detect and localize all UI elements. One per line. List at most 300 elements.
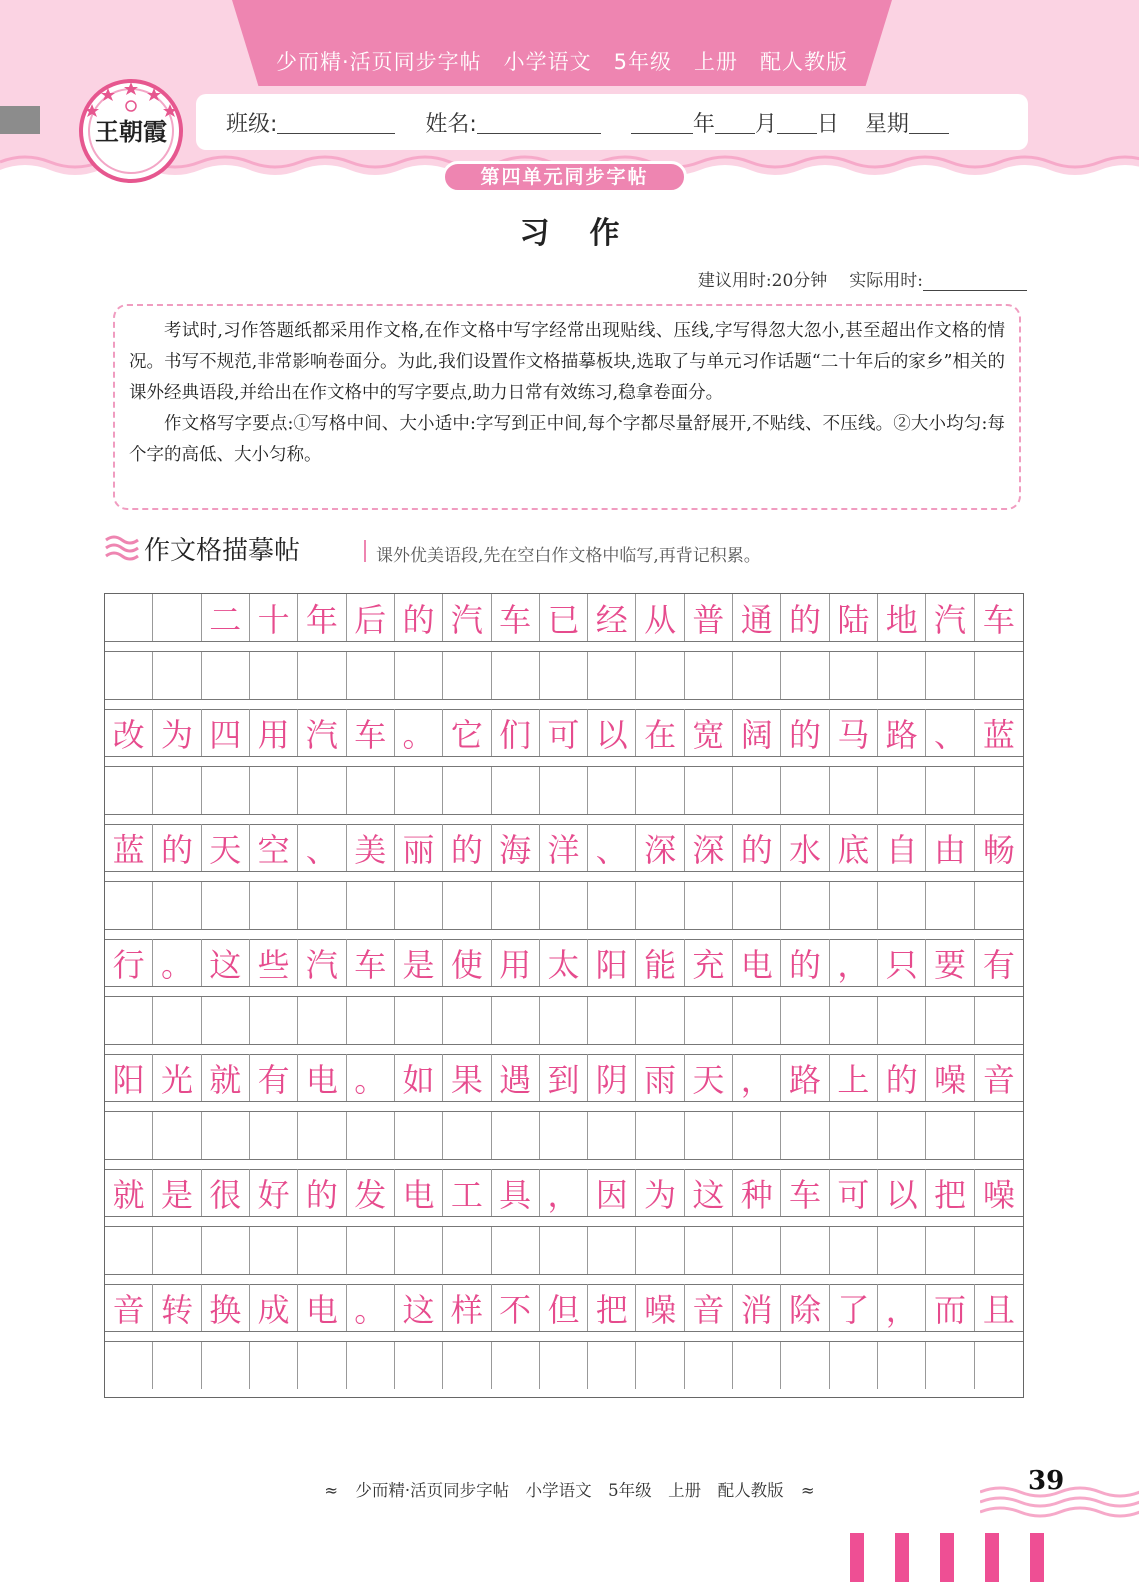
practice-cell[interactable] bbox=[202, 882, 250, 929]
trace-cell[interactable]: 、 bbox=[588, 824, 636, 871]
trace-cell[interactable]: 深 bbox=[685, 824, 733, 871]
practice-cell[interactable] bbox=[830, 1112, 878, 1159]
trace-cell[interactable]: 汽 bbox=[298, 709, 346, 756]
trace-cell[interactable]: 、 bbox=[926, 709, 974, 756]
practice-cell[interactable] bbox=[781, 1227, 829, 1274]
practice-cell[interactable] bbox=[588, 1342, 636, 1389]
trace-cell[interactable]: 的 bbox=[781, 594, 829, 641]
grid-line bbox=[105, 1101, 1023, 1102]
trace-cell[interactable]: 路 bbox=[781, 1054, 829, 1101]
trace-cell[interactable]: 。 bbox=[347, 1054, 395, 1101]
trace-cell[interactable]: 蓝 bbox=[105, 824, 153, 871]
trace-cell[interactable]: 在 bbox=[636, 709, 684, 756]
practice-cell[interactable] bbox=[588, 997, 636, 1044]
practice-cell[interactable] bbox=[878, 1112, 926, 1159]
practice-cell[interactable] bbox=[443, 997, 491, 1044]
practice-cell[interactable] bbox=[153, 652, 201, 699]
practice-cell[interactable] bbox=[926, 767, 974, 814]
trace-cell[interactable]: 样 bbox=[443, 1284, 491, 1331]
practice-cell[interactable] bbox=[540, 1342, 588, 1389]
trace-cell[interactable]: 美 bbox=[347, 824, 395, 871]
grid-practice-row bbox=[105, 652, 1023, 699]
trace-cell[interactable]: 为 bbox=[153, 709, 201, 756]
practice-cell[interactable] bbox=[733, 1227, 781, 1274]
trace-cell[interactable]: 从 bbox=[636, 594, 684, 641]
practice-cell[interactable] bbox=[685, 1112, 733, 1159]
practice-cell[interactable] bbox=[492, 1112, 540, 1159]
practice-cell[interactable] bbox=[830, 882, 878, 929]
page-title: 习作 bbox=[519, 216, 660, 251]
practice-cell[interactable] bbox=[975, 1342, 1023, 1389]
trace-cell[interactable]: 为 bbox=[636, 1169, 684, 1216]
trace-cell[interactable]: 车 bbox=[492, 594, 540, 641]
series-title: 少而精·活页同步字帖 小学语文 5年级 上册 配人教版 bbox=[275, 50, 849, 74]
unit-label-badge: 第四单元同步字帖 bbox=[442, 161, 687, 193]
practice-cell[interactable] bbox=[540, 1227, 588, 1274]
practice-cell[interactable] bbox=[395, 1227, 443, 1274]
footer-series-text: ≈ 少而精·活页同步字帖 小学语文 5年级 上册 配人教版 ≈ bbox=[324, 1481, 815, 1500]
practice-cell[interactable] bbox=[733, 1342, 781, 1389]
trace-cell[interactable]: 工 bbox=[443, 1169, 491, 1216]
grid-line bbox=[105, 1044, 1023, 1045]
trace-cell[interactable]: 行 bbox=[105, 939, 153, 986]
trace-cell[interactable]: 宽 bbox=[685, 709, 733, 756]
practice-cell[interactable] bbox=[830, 652, 878, 699]
practice-cell[interactable] bbox=[153, 1227, 201, 1274]
trace-cell[interactable]: 汽 bbox=[298, 939, 346, 986]
practice-cell[interactable] bbox=[733, 1112, 781, 1159]
practice-cell[interactable] bbox=[636, 882, 684, 929]
practice-cell[interactable] bbox=[443, 652, 491, 699]
practice-cell[interactable] bbox=[636, 1342, 684, 1389]
practice-cell[interactable] bbox=[298, 882, 346, 929]
trace-cell[interactable]: 是 bbox=[395, 939, 443, 986]
practice-cell[interactable] bbox=[975, 997, 1023, 1044]
practice-cell[interactable] bbox=[250, 1112, 298, 1159]
practice-cell[interactable] bbox=[105, 1342, 153, 1389]
trace-cell[interactable]: 噪 bbox=[982, 1175, 1015, 1214]
month-label: 月 bbox=[754, 111, 777, 137]
practice-cell[interactable] bbox=[298, 1227, 346, 1274]
practice-cell[interactable] bbox=[975, 882, 1023, 929]
trace-cell[interactable]: 车 bbox=[781, 1169, 829, 1216]
actual-time-field[interactable] bbox=[923, 269, 1027, 291]
trace-cell[interactable]: 了 bbox=[830, 1284, 878, 1331]
trace-cell[interactable]: 的 bbox=[153, 824, 201, 871]
trace-cell[interactable]: 后 bbox=[347, 594, 395, 641]
intro-paragraph-2: 作文格写字要点:①写格中间、大小适中:字写到正中间,每个字都尽量舒展开,不贴线、不压线。②大小均匀:每个字的高低、大小匀称。 bbox=[129, 414, 1005, 465]
practice-cell[interactable] bbox=[492, 1227, 540, 1274]
trace-cell[interactable]: 具 bbox=[492, 1169, 540, 1216]
class-field[interactable] bbox=[277, 110, 395, 134]
name-field[interactable] bbox=[477, 110, 601, 134]
trace-cell[interactable]: 音 bbox=[982, 1060, 1015, 1099]
practice-cell[interactable] bbox=[395, 1112, 443, 1159]
trace-cell[interactable]: 用 bbox=[250, 709, 298, 756]
practice-cell[interactable] bbox=[250, 652, 298, 699]
trace-cell[interactable]: 地 bbox=[878, 594, 926, 641]
practice-cell[interactable] bbox=[298, 997, 346, 1044]
trace-cell[interactable]: 转 bbox=[153, 1284, 201, 1331]
practice-cell[interactable] bbox=[395, 1342, 443, 1389]
suggested-time: 建议用时:20分钟 bbox=[697, 271, 828, 291]
practice-cell[interactable] bbox=[926, 652, 974, 699]
practice-cell[interactable] bbox=[492, 767, 540, 814]
trace-cell[interactable]: 由 bbox=[926, 824, 974, 871]
trace-cell[interactable]: 且 bbox=[982, 1290, 1015, 1329]
practice-cell[interactable] bbox=[975, 1227, 1023, 1274]
trace-cell[interactable]: 把 bbox=[588, 1284, 636, 1331]
trace-cell[interactable] bbox=[105, 594, 153, 641]
trace-cell[interactable]: 就 bbox=[105, 1169, 153, 1216]
trace-cell[interactable]: 阳 bbox=[588, 939, 636, 986]
trace-cell[interactable]: 。 bbox=[153, 939, 201, 986]
trace-cell[interactable]: 们 bbox=[492, 709, 540, 756]
trace-cell[interactable] bbox=[153, 594, 201, 641]
trace-cell[interactable]: 改 bbox=[105, 709, 153, 756]
trace-cell[interactable]: 成 bbox=[250, 1284, 298, 1331]
practice-cell[interactable] bbox=[685, 1227, 733, 1274]
name-label: 姓名: bbox=[425, 111, 477, 137]
practice-cell[interactable] bbox=[588, 1112, 636, 1159]
grid-practice-row bbox=[105, 882, 1023, 929]
practice-cell[interactable] bbox=[250, 997, 298, 1044]
practice-cell[interactable] bbox=[540, 882, 588, 929]
practice-cell[interactable] bbox=[298, 1112, 346, 1159]
trace-cell[interactable]: 车 bbox=[982, 600, 1015, 639]
trace-cell[interactable]: 汽 bbox=[443, 594, 491, 641]
trace-cell[interactable]: 阳 bbox=[105, 1054, 153, 1101]
practice-cell[interactable] bbox=[878, 997, 926, 1044]
trace-cell[interactable]: 这 bbox=[395, 1284, 443, 1331]
grid-text-row bbox=[105, 709, 1023, 756]
trace-cell[interactable]: 只 bbox=[878, 939, 926, 986]
trace-cell[interactable]: 电 bbox=[298, 1054, 346, 1101]
practice-cell[interactable] bbox=[250, 882, 298, 929]
trace-cell[interactable]: 到 bbox=[540, 1054, 588, 1101]
practice-cell[interactable] bbox=[202, 652, 250, 699]
practice-cell[interactable] bbox=[153, 882, 201, 929]
grid-line bbox=[105, 1159, 1023, 1160]
trace-cell[interactable]: 这 bbox=[202, 939, 250, 986]
practice-cell[interactable] bbox=[347, 1227, 395, 1274]
trace-cell[interactable]: 底 bbox=[830, 824, 878, 871]
practice-cell[interactable] bbox=[492, 652, 540, 699]
trace-cell[interactable]: 天 bbox=[685, 1054, 733, 1101]
practice-cell[interactable] bbox=[781, 882, 829, 929]
practice-cell[interactable] bbox=[443, 882, 491, 929]
practice-cell[interactable] bbox=[975, 652, 1023, 699]
practice-cell[interactable] bbox=[781, 1342, 829, 1389]
trace-cell[interactable]: 音 bbox=[685, 1284, 733, 1331]
trace-cell[interactable]: 噪 bbox=[636, 1284, 684, 1331]
practice-cell[interactable] bbox=[492, 1342, 540, 1389]
trace-cell[interactable]: 阴 bbox=[588, 1054, 636, 1101]
trace-cell[interactable]: 把 bbox=[926, 1169, 974, 1216]
practice-cell[interactable] bbox=[636, 997, 684, 1044]
trace-cell[interactable]: 而 bbox=[926, 1284, 974, 1331]
trace-cell[interactable]: 但 bbox=[540, 1284, 588, 1331]
trace-cell[interactable]: 这 bbox=[685, 1169, 733, 1216]
practice-cell[interactable] bbox=[443, 767, 491, 814]
trace-cell[interactable]: 可 bbox=[830, 1169, 878, 1216]
practice-cell[interactable] bbox=[540, 652, 588, 699]
grid-line bbox=[105, 1216, 1023, 1217]
practice-cell[interactable] bbox=[588, 652, 636, 699]
practice-cell[interactable] bbox=[395, 767, 443, 814]
trace-cell[interactable]: ， bbox=[830, 939, 878, 986]
practice-cell[interactable] bbox=[298, 767, 346, 814]
trace-cell[interactable]: ， bbox=[878, 1284, 926, 1331]
trace-cell[interactable]: 二 bbox=[202, 594, 250, 641]
practice-cell[interactable] bbox=[926, 997, 974, 1044]
practice-cell[interactable] bbox=[202, 1342, 250, 1389]
practice-cell[interactable] bbox=[878, 1227, 926, 1274]
practice-cell[interactable] bbox=[347, 767, 395, 814]
trace-cell[interactable]: 海 bbox=[492, 824, 540, 871]
practice-cell[interactable] bbox=[733, 767, 781, 814]
trace-cell[interactable]: 电 bbox=[395, 1169, 443, 1216]
practice-cell[interactable] bbox=[636, 767, 684, 814]
trace-cell[interactable]: 的 bbox=[298, 1169, 346, 1216]
trace-cell[interactable]: 就 bbox=[202, 1054, 250, 1101]
grid-text-row bbox=[105, 1054, 1023, 1101]
practice-cell[interactable] bbox=[588, 1227, 636, 1274]
trace-cell[interactable]: 电 bbox=[298, 1284, 346, 1331]
practice-cell[interactable] bbox=[153, 1342, 201, 1389]
practice-cell[interactable] bbox=[443, 1342, 491, 1389]
practice-cell[interactable] bbox=[636, 1227, 684, 1274]
trace-cell[interactable]: 年 bbox=[298, 594, 346, 641]
trace-cell[interactable]: 很 bbox=[202, 1169, 250, 1216]
practice-cell[interactable] bbox=[153, 767, 201, 814]
practice-cell[interactable] bbox=[105, 767, 153, 814]
trace-cell[interactable]: 音 bbox=[105, 1284, 153, 1331]
practice-cell[interactable] bbox=[685, 1342, 733, 1389]
year-field[interactable] bbox=[631, 110, 693, 134]
practice-cell[interactable] bbox=[733, 997, 781, 1044]
trace-cell[interactable]: 十 bbox=[250, 594, 298, 641]
practice-cell[interactable] bbox=[781, 652, 829, 699]
practice-cell[interactable] bbox=[492, 997, 540, 1044]
practice-cell[interactable] bbox=[395, 652, 443, 699]
trace-cell[interactable]: 它 bbox=[443, 709, 491, 756]
class-label: 班级: bbox=[226, 111, 278, 137]
trace-cell[interactable]: 的 bbox=[733, 824, 781, 871]
trace-cell[interactable]: ， bbox=[733, 1054, 781, 1101]
trace-cell[interactable]: 陆 bbox=[830, 594, 878, 641]
trace-cell[interactable]: 换 bbox=[202, 1284, 250, 1331]
trace-cell[interactable]: 、 bbox=[298, 824, 346, 871]
practice-cell[interactable] bbox=[588, 882, 636, 929]
practice-cell[interactable] bbox=[347, 1342, 395, 1389]
practice-cell[interactable] bbox=[153, 997, 201, 1044]
practice-cell[interactable] bbox=[540, 997, 588, 1044]
grid-text-row bbox=[105, 1284, 1023, 1331]
trace-cell[interactable]: 马 bbox=[830, 709, 878, 756]
trace-cell[interactable]: 。 bbox=[395, 709, 443, 756]
trace-cell[interactable]: 光 bbox=[153, 1054, 201, 1101]
practice-cell[interactable] bbox=[830, 997, 878, 1044]
trace-cell[interactable]: 种 bbox=[733, 1169, 781, 1216]
trace-cell[interactable]: 可 bbox=[540, 709, 588, 756]
trace-cell[interactable]: 阔 bbox=[733, 709, 781, 756]
trace-cell[interactable]: 深 bbox=[636, 824, 684, 871]
practice-cell[interactable] bbox=[250, 767, 298, 814]
trace-cell[interactable]: 空 bbox=[250, 824, 298, 871]
practice-cell[interactable] bbox=[926, 1227, 974, 1274]
trace-cell[interactable]: 车 bbox=[347, 939, 395, 986]
practice-cell[interactable] bbox=[926, 882, 974, 929]
month-field[interactable] bbox=[715, 110, 755, 134]
practice-cell[interactable] bbox=[636, 652, 684, 699]
practice-cell[interactable] bbox=[298, 1342, 346, 1389]
composition-grid bbox=[104, 593, 1024, 1398]
trace-cell[interactable]: 充 bbox=[685, 939, 733, 986]
practice-cell[interactable] bbox=[685, 997, 733, 1044]
trace-cell[interactable]: 果 bbox=[443, 1054, 491, 1101]
trace-cell[interactable]: 已 bbox=[540, 594, 588, 641]
trace-cell[interactable]: 蓝 bbox=[982, 715, 1015, 754]
practice-cell[interactable] bbox=[540, 1112, 588, 1159]
practice-cell[interactable] bbox=[685, 882, 733, 929]
practice-cell[interactable] bbox=[685, 767, 733, 814]
practice-cell[interactable] bbox=[636, 1112, 684, 1159]
practice-cell[interactable] bbox=[202, 1227, 250, 1274]
trace-cell[interactable]: 遇 bbox=[492, 1054, 540, 1101]
practice-cell[interactable] bbox=[975, 767, 1023, 814]
trace-cell[interactable]: 使 bbox=[443, 939, 491, 986]
practice-cell[interactable] bbox=[105, 1227, 153, 1274]
practice-cell[interactable] bbox=[588, 767, 636, 814]
trace-cell[interactable]: 雨 bbox=[636, 1054, 684, 1101]
trace-cell[interactable]: 些 bbox=[250, 939, 298, 986]
trace-cell[interactable]: 因 bbox=[588, 1169, 636, 1216]
grid-practice-row bbox=[105, 1112, 1023, 1159]
trace-cell[interactable]: 是 bbox=[153, 1169, 201, 1216]
practice-cell[interactable] bbox=[105, 1112, 153, 1159]
practice-cell[interactable] bbox=[878, 652, 926, 699]
trace-cell[interactable]: 消 bbox=[733, 1284, 781, 1331]
practice-cell[interactable] bbox=[781, 997, 829, 1044]
trace-cell[interactable]: 路 bbox=[878, 709, 926, 756]
practice-cell[interactable] bbox=[878, 767, 926, 814]
practice-cell[interactable] bbox=[250, 1342, 298, 1389]
practice-cell[interactable] bbox=[105, 882, 153, 929]
trace-cell[interactable]: 噪 bbox=[926, 1054, 974, 1101]
trace-cell[interactable]: 普 bbox=[685, 594, 733, 641]
practice-cell[interactable] bbox=[347, 1112, 395, 1159]
trace-cell[interactable]: 经 bbox=[588, 594, 636, 641]
practice-cell[interactable] bbox=[975, 1112, 1023, 1159]
trace-cell[interactable]: ， bbox=[540, 1169, 588, 1216]
practice-cell[interactable] bbox=[926, 1112, 974, 1159]
trace-cell[interactable]: 发 bbox=[347, 1169, 395, 1216]
practice-cell[interactable] bbox=[926, 1342, 974, 1389]
trace-cell[interactable]: 自 bbox=[878, 824, 926, 871]
section-divider bbox=[364, 540, 366, 562]
trace-cell[interactable]: 以 bbox=[588, 709, 636, 756]
practice-cell[interactable] bbox=[395, 882, 443, 929]
trace-cell[interactable]: 有 bbox=[982, 945, 1015, 984]
trace-cell[interactable]: 太 bbox=[540, 939, 588, 986]
practice-cell[interactable] bbox=[781, 767, 829, 814]
trace-cell[interactable]: 好 bbox=[250, 1169, 298, 1216]
grid-line bbox=[105, 699, 1023, 700]
trace-cell[interactable]: 畅 bbox=[982, 830, 1015, 869]
trace-cell[interactable]: 的 bbox=[878, 1054, 926, 1101]
trace-cell[interactable]: 能 bbox=[636, 939, 684, 986]
trace-cell[interactable]: 的 bbox=[443, 824, 491, 871]
trace-cell[interactable]: 以 bbox=[878, 1169, 926, 1216]
practice-cell[interactable] bbox=[395, 997, 443, 1044]
practice-cell[interactable] bbox=[347, 997, 395, 1044]
trace-cell[interactable]: 电 bbox=[733, 939, 781, 986]
practice-cell[interactable] bbox=[878, 882, 926, 929]
trace-cell[interactable]: 如 bbox=[395, 1054, 443, 1101]
practice-cell[interactable] bbox=[298, 652, 346, 699]
practice-cell[interactable] bbox=[830, 1342, 878, 1389]
trace-cell[interactable]: 上 bbox=[830, 1054, 878, 1101]
grid-practice-row bbox=[105, 1342, 1023, 1389]
practice-cell[interactable] bbox=[830, 1227, 878, 1274]
trace-cell[interactable]: 除 bbox=[781, 1284, 829, 1331]
practice-cell[interactable] bbox=[202, 1112, 250, 1159]
trace-cell[interactable]: 丽 bbox=[395, 824, 443, 871]
practice-cell[interactable] bbox=[685, 652, 733, 699]
practice-cell[interactable] bbox=[781, 1112, 829, 1159]
practice-cell[interactable] bbox=[830, 767, 878, 814]
trace-cell[interactable]: 通 bbox=[733, 594, 781, 641]
practice-cell[interactable] bbox=[733, 882, 781, 929]
weekday-field[interactable] bbox=[909, 110, 949, 134]
practice-cell[interactable] bbox=[105, 997, 153, 1044]
trace-cell[interactable]: 不 bbox=[492, 1284, 540, 1331]
practice-cell[interactable] bbox=[443, 1227, 491, 1274]
practice-cell[interactable] bbox=[153, 1112, 201, 1159]
trace-cell[interactable]: 汽 bbox=[926, 594, 974, 641]
practice-cell[interactable] bbox=[347, 652, 395, 699]
intro-paragraph-1: 考试时,习作答题纸都采用作文格,在作文格中写字经常出现贴线、压线,字写得忽大忽小,甚至超出作文格的情况。书写不规范,非常影响卷面分。为此,我们设置作文格描摹板块,选取了与单元习作话题“二十年后的家乡”相关的课外经典语段,并给出在作文格中的写字要点,助力日常有效练习,稳拿卷面分。 bbox=[129, 321, 1005, 403]
practice-cell[interactable] bbox=[105, 652, 153, 699]
trace-cell[interactable]: 有 bbox=[250, 1054, 298, 1101]
practice-cell[interactable] bbox=[443, 1112, 491, 1159]
weekday-label: 星期 bbox=[864, 111, 909, 137]
practice-cell[interactable] bbox=[347, 882, 395, 929]
trace-cell[interactable]: 车 bbox=[347, 709, 395, 756]
trace-cell[interactable]: 的 bbox=[781, 709, 829, 756]
practice-cell[interactable] bbox=[202, 767, 250, 814]
practice-cell[interactable] bbox=[878, 1342, 926, 1389]
actual-time-label: 实际用时: bbox=[849, 271, 923, 291]
trace-cell[interactable]: 用 bbox=[492, 939, 540, 986]
trace-cell[interactable]: 四 bbox=[202, 709, 250, 756]
trace-cell[interactable]: 洋 bbox=[540, 824, 588, 871]
practice-cell[interactable] bbox=[250, 1227, 298, 1274]
day-field[interactable] bbox=[777, 110, 817, 134]
trace-cell[interactable]: 的 bbox=[395, 594, 443, 641]
practice-cell[interactable] bbox=[540, 767, 588, 814]
trace-cell[interactable]: 要 bbox=[926, 939, 974, 986]
trace-cell[interactable]: 水 bbox=[781, 824, 829, 871]
practice-cell[interactable] bbox=[202, 997, 250, 1044]
practice-cell[interactable] bbox=[733, 652, 781, 699]
trace-cell[interactable]: 天 bbox=[202, 824, 250, 871]
trace-cell[interactable]: 的 bbox=[781, 939, 829, 986]
practice-cell[interactable] bbox=[492, 882, 540, 929]
trace-cell[interactable]: 。 bbox=[347, 1284, 395, 1331]
year-label: 年 bbox=[692, 111, 715, 137]
